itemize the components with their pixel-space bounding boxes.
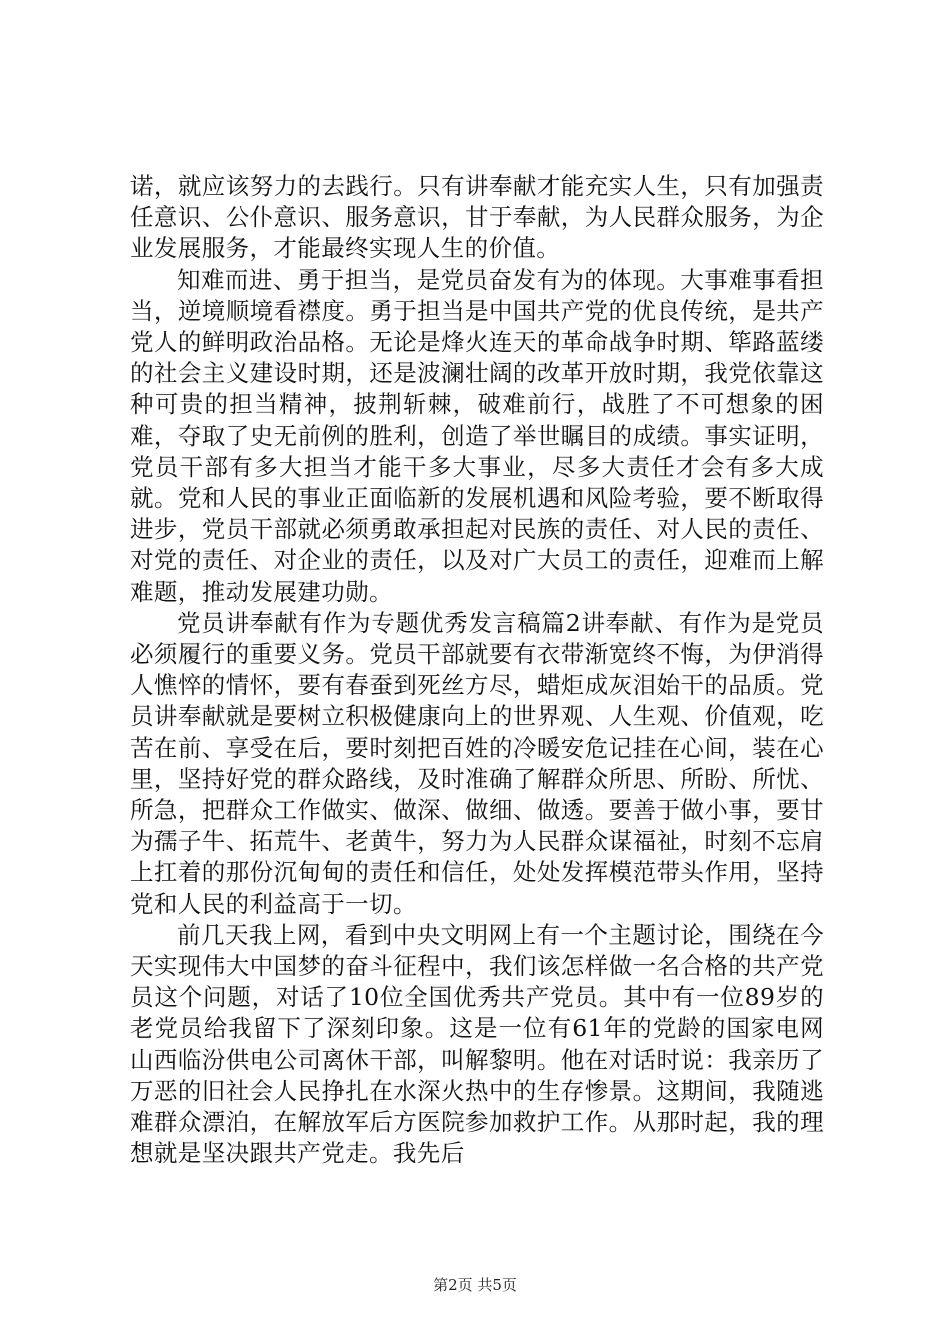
paragraph-continued: 诺，就应该努力的去践行。只有讲奉献才能充实人生，只有加强责任意识、公仆意识、服务意识，甘于奉献，为人民群众服务，为企业发展服务，才能最终实现人生的价值。 — [130, 172, 824, 263]
page-number-footer: 第2页 共5页 — [433, 1276, 517, 1294]
paragraph-online-discussion: 前几天我上网，看到中央文明网上有一个主题讨论，围绕在今天实现伟大中国梦的奋斗征程中，我们该怎样做一名合格的共产党员这个问题，对话了10位全国优秀共产党员。其中有一位89岁的老党员给我留下了深刻印象。这是一位有61年的党龄的国家电网山西临汾供电公司离休干部，叫解黎明。他在对话时说：我亲历了万恶的旧社会人民挣扎在水深火热中的生存惨景。这期间，我随逃难群众漂泊，在解放军后方医院参加救护工作。从那时起，我的理想就是坚决跟共产党走。我先后 — [130, 920, 824, 1168]
document-body — [130, 171, 824, 1170]
paragraph-speech-part-2: 党员讲奉献有作为专题优秀发言稿篇2讲奉献、有作为是党员必须履行的重要义务。党员干部就要有衣带渐宽终不悔，为伊消得人憔悴的情怀，要有春蚕到死丝方尽，蜡炬成灰泪始干的品质。党员讲奉献就是要树立积极健康向上的世界观、人生观、价值观，吃苦在前、享受在后，要时刻把百姓的冷暖安危记挂在心间，装在心里，坚持好党的群众路线，及时准确了解群众所思、所盼、所忧、所急，把群众工作做实、做深、做细、做透。要善于做小事，要甘为孺子牛、拓荒牛、老黄牛，努力为人民群众谋福祉，时刻不忘肩上扛着的那份沉甸甸的责任和信任，处处发挥模范带头作用，坚持党和人民的利益高于一切。 — [130, 608, 824, 918]
paragraph-taking-responsibility: 知难而进、勇于担当，是党员奋发有为的体现。大事难事看担当，逆境顺境看襟度。勇于担当是中国共产党的优良传统，是共产党人的鲜明政治品格。无论是烽火连天的革命战争时期、筚路蓝缕的社会主义建设时期，还是波澜壮阔的改革开放时期，我党依靠这种可贵的担当精神，披荆斩棘，破难前行，战胜了不可想象的困难，夺取了史无前例的胜利，创造了举世瞩目的成绩。事实证明，党员干部有多大担当才能干多大事业，尽多大责任才会有多大成就。党和人民的事业正面临新的发展机遇和风险考验，要不断取得进步，党员干部就必须勇敢承担起对民族的责任、对人民的责任、对党的责任、对企业的责任，以及对广大员工的责任，迎难而上解难题，推动发展建功勋。 — [130, 265, 824, 606]
